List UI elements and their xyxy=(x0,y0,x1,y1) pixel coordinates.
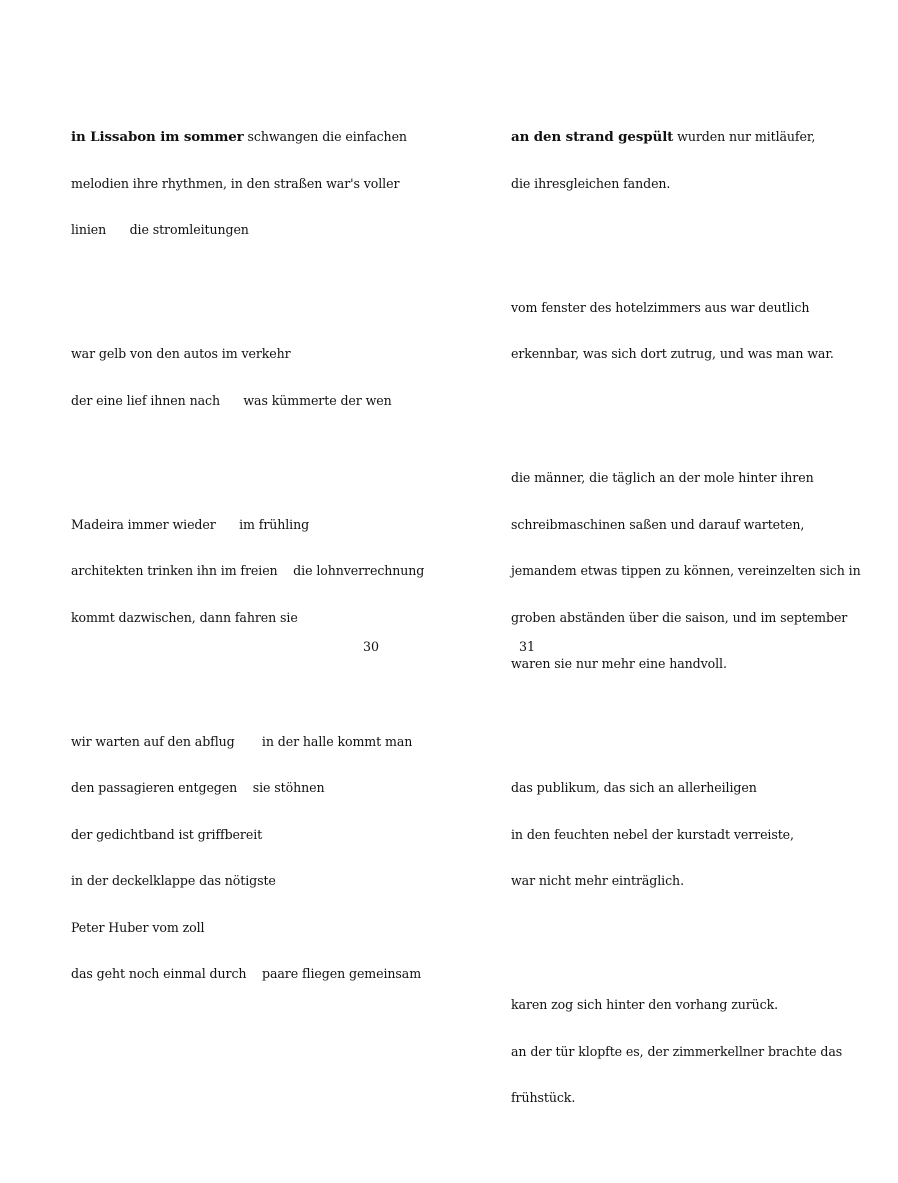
text-line: melodien ihre rhythmen, in den straßen war's voller xyxy=(71,175,400,191)
text-line: an der tür klopfte es, der zimmerkellner brachte das xyxy=(511,1043,843,1059)
text-line: wir warten auf den abflug in der halle kommt man xyxy=(71,733,413,749)
text-line: das geht noch einmal durch paare fliegen gemeinsam xyxy=(71,966,422,981)
page-number: 31 xyxy=(519,639,536,654)
text-line: das publikum, das sich an allerheiligen xyxy=(511,780,757,795)
text-line: vom fenster des hotelzimmers aus war deutlich xyxy=(511,299,810,315)
paragraph xyxy=(511,439,861,703)
text-line: kommt dazwischen, dann fahren sie xyxy=(71,609,298,625)
poem-text xyxy=(71,67,424,1059)
paragraph xyxy=(511,966,861,1137)
paragraph xyxy=(511,269,861,393)
stanza xyxy=(71,98,424,269)
line-text: schwangen die einfachen xyxy=(243,129,407,144)
text-line: karen zog sich hinter den vorhang zurück. xyxy=(511,997,779,1012)
paragraph xyxy=(511,749,861,920)
text-line: in der deckelklappe das nötigste xyxy=(71,873,276,888)
text-line: Madeira immer wieder im frühling xyxy=(71,516,310,532)
text-line: war nicht mehr einträglich. xyxy=(511,873,684,888)
text-line: die ihresgleichen fanden. xyxy=(511,175,671,191)
text-line: der gedichtband ist griffbereit xyxy=(71,826,263,842)
text-line: war gelb von den autos im verkehr xyxy=(71,346,291,361)
text-line: in den feuchten nebel der kurstadt verreiste, xyxy=(511,826,794,842)
text-line: waren sie nur mehr eine handvoll. xyxy=(511,656,727,671)
stanza xyxy=(71,315,424,439)
text-line: den passagieren entgegen sie stöhnen xyxy=(71,780,325,795)
text-line: jemandem etwas tippen zu können, vereinzelten sich in xyxy=(511,563,861,578)
stanza xyxy=(71,703,424,1013)
text-line: die männer, die täglich an der mole hinter ihren xyxy=(511,470,814,485)
paragraph-heading: an den strand gespült xyxy=(511,129,674,145)
text-line: frühstück. xyxy=(511,1090,576,1105)
text-line: linien die stromleitungen xyxy=(71,222,249,237)
text-line: erkennbar, was sich dort zutrug, und was man war. xyxy=(511,346,834,361)
left-page xyxy=(0,0,449,981)
right-page xyxy=(449,0,898,1105)
line-text: wurden nur mitläufer, xyxy=(673,129,816,144)
stanza-heading: in Lissabon im sommer xyxy=(71,129,244,145)
stanza xyxy=(71,486,424,657)
paragraph xyxy=(511,98,861,222)
text-line: schreibmaschinen saßen und darauf warteten, xyxy=(511,516,805,532)
text-line: architekten trinken ihn im freien die lohnverrechnung xyxy=(71,563,425,578)
text-line: Peter Huber vom zoll xyxy=(71,919,205,935)
text-line xyxy=(511,129,861,145)
prose-text xyxy=(511,67,861,1183)
text-line xyxy=(71,129,424,145)
page-number: 30 xyxy=(363,639,380,654)
text-line: groben abständen über die saison, und im september xyxy=(511,609,848,625)
text-line: der eine lief ihnen nach was kümmerte der wen xyxy=(71,392,392,408)
